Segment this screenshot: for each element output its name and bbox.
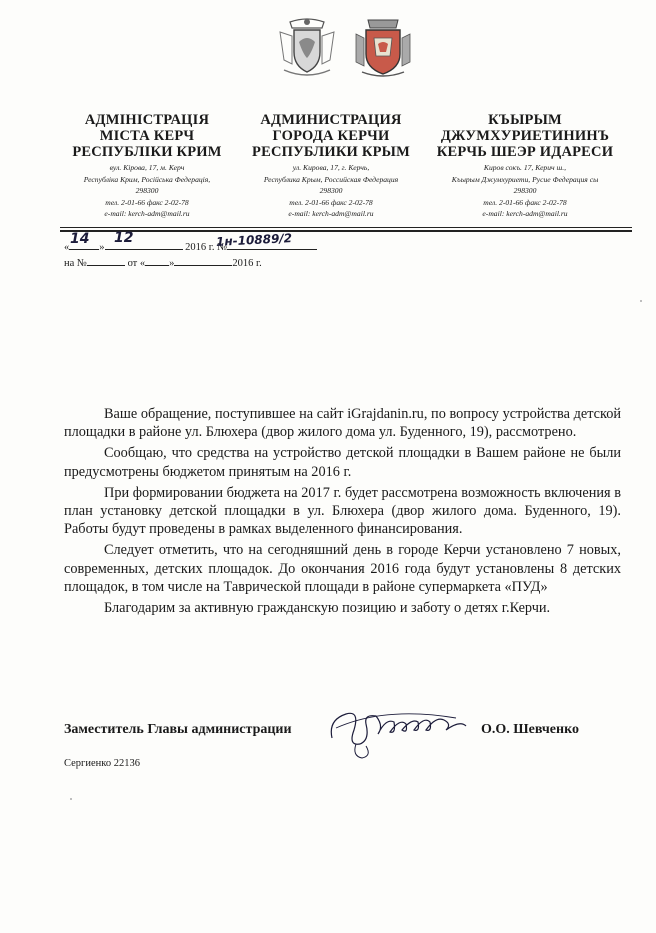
handwritten-number: 1н-10889/2 <box>215 231 293 249</box>
from-label: от « <box>127 258 146 269</box>
address-line: тел. 2-01-66 факс 2-02-78 <box>289 197 373 207</box>
from-close-quote: » <box>169 258 175 269</box>
title-line: КЕРЧЬ ШЕЭР ИДАРЕСИ <box>436 144 614 160</box>
header-crimean-tatar <box>430 112 620 220</box>
address-line: Къырым Джумхуриети, Русие Федерация сы <box>451 174 599 184</box>
paragraph: При формировании бюджета на 2017 г. будет рассмотрена возможность включения в план установку детской площадки в ул. Блюхера (двор жилого дома. Буденного, 19). Работы будут проведены в рамках выделенного финансирования. <box>64 484 621 538</box>
address-line: тел. 2-01-66 факс 2-02-78 <box>105 197 189 207</box>
paragraph: Ваше обращение, поступившее на сайт iGrajdanin.ru, по вопросу устройства детской площадки в районе ул. Блюхера (двор жилого дома ул. Буденного, 19), рассмотрено. <box>64 406 621 441</box>
on-number-label: на № <box>64 258 87 269</box>
address-line: 298300 <box>135 186 159 195</box>
year-label: 2016 г. № <box>185 242 228 253</box>
address-line: e-mail: kerch-adm@mail.ru <box>482 209 568 218</box>
signatory-name: О.О. Шевченко <box>481 722 579 737</box>
title-line: РЕСПУБЛІКИ КРИМ <box>72 144 222 160</box>
handwritten-day: 14 <box>70 231 90 247</box>
address-line: ул. Кирова, 17, г. Керчь, <box>292 163 370 172</box>
header-ukrainian <box>52 112 242 220</box>
coats-of-arms <box>276 14 416 84</box>
title-line: РЕСПУБЛИКИ КРЫМ <box>252 144 410 160</box>
address-line: 298300 <box>513 186 537 195</box>
handwritten-signature-icon <box>326 700 476 760</box>
incoming-month-blank <box>174 256 232 266</box>
scan-speck <box>640 300 642 302</box>
paragraph: Сообщаю, что средства на устройство детской площадки в Вашем районе не были предусмотрены бюджетом принятым на 2016 г. <box>64 445 621 480</box>
header-russian <box>236 112 426 220</box>
scan-speck <box>70 798 72 800</box>
title-line: АДМИНИСТРАЦИЯ <box>260 112 402 128</box>
address-line: Киров сокъ. 17, Керич ш., <box>483 163 567 172</box>
handwritten-month: 12 <box>114 230 134 246</box>
address-line: Республика Крым, Российская Федерация <box>263 174 399 184</box>
date-open-quote: « <box>64 242 70 253</box>
address-line: Республіка Крим, Російська Федерація, <box>83 174 211 184</box>
kerch-coat-of-arms-icon <box>352 14 414 80</box>
address-line: e-mail: kerch-adm@mail.ru <box>288 209 374 218</box>
header-divider-thick <box>60 230 632 232</box>
crimea-coat-of-arms-icon <box>276 14 338 80</box>
address-line: 298300 <box>319 186 343 195</box>
signatory-position: Заместитель Главы администрации <box>64 722 292 737</box>
incoming-number-blank <box>87 256 125 266</box>
paragraph: Благодарим за активную гражданскую позицию и заботу о детях г.Керчи. <box>104 600 551 617</box>
address-line: вул. Кірова, 17, м. Керч <box>109 163 185 172</box>
title-line: ДЖУМХУРИЕТИНИНЪ <box>440 128 610 144</box>
header-divider <box>60 227 632 228</box>
letter-body <box>64 405 621 617</box>
incoming-reference <box>64 256 262 269</box>
date-close-quote: » <box>99 242 105 253</box>
title-line: ГОРОДА КЕРЧИ <box>272 128 390 144</box>
title-line: МІСТА КЕРЧ <box>99 128 195 144</box>
title-line: КЪЫРЫМ <box>488 112 562 128</box>
incoming-day-blank <box>145 256 169 266</box>
address-line: тел. 2-01-66 факс 2-02-78 <box>483 197 567 207</box>
executor-note: Сергиенко 22136 <box>64 758 140 769</box>
year2-label: 2016 г. <box>232 258 262 269</box>
title-line: АДМІНІСТРАЦІЯ <box>84 112 210 128</box>
paragraph: Следует отметить, что на сегодняшний день в городе Керчи установлено 7 новых, современных, детских площадок. До окончания 2016 года будут установлены 8 детских площадок, в том числе на Таврической площади в районе супермаркета «ПУД» <box>64 542 621 595</box>
address-line: e-mail: kerch-adm@mail.ru <box>104 209 190 218</box>
